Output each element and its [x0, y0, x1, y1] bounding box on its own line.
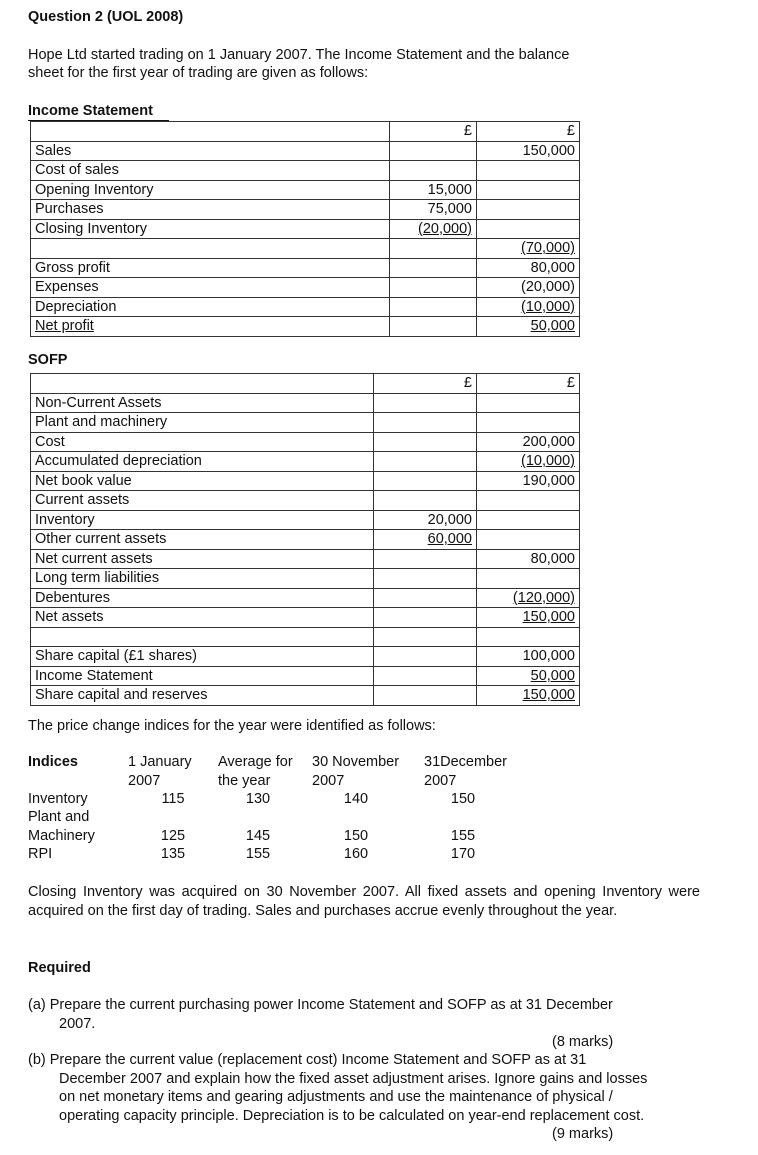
indices-col-4-header-line-1: 31December	[424, 754, 508, 770]
amount-col-1	[374, 627, 477, 647]
indices-col-4-header	[424, 753, 534, 790]
row-label	[31, 122, 390, 142]
amount-text: (20,000)	[417, 220, 472, 237]
row-label-text: Share capital and reserves	[35, 687, 208, 704]
amount-col-1	[390, 317, 477, 337]
amount-col-2	[477, 627, 580, 647]
table-row	[31, 432, 580, 452]
row-label-text: Other current assets	[35, 531, 167, 548]
amount-col-2	[477, 569, 580, 589]
row-label	[31, 530, 374, 550]
row-label-text: Accumulated depreciation	[35, 453, 202, 470]
part-b-line-1: (b) Prepare the current value (replacement cost) Income Statement and SOFP as at 31	[28, 1052, 587, 1068]
table-row	[31, 239, 580, 259]
intro-line-2: sheet for the first year of trading are given as follows:	[28, 65, 369, 81]
amount-col-1	[374, 374, 477, 394]
row-label-text: Gross profit	[35, 259, 110, 276]
row-label	[31, 686, 374, 706]
amount-col-2	[477, 374, 580, 394]
amount-text: £	[566, 123, 575, 140]
table-row	[31, 297, 580, 317]
amount-text: 15,000	[427, 181, 472, 198]
indices-header-label: Indices	[28, 754, 78, 770]
part-b	[28, 1051, 703, 1125]
amount-col-1	[390, 297, 477, 317]
table-row	[31, 647, 580, 667]
part-b-line-4: operating capacity principle. Depreciation is to be calculated on year-end replacement cost.	[59, 1107, 645, 1124]
indices-col-2-header-line-2: the year	[218, 772, 271, 789]
indices-cell: 135	[160, 846, 186, 862]
amount-col-1	[374, 647, 477, 667]
amount-text: (70,000)	[520, 240, 575, 257]
part-a-line-1: (a) Prepare the current purchasing power Income Statement and SOFP as at 31 December	[28, 997, 613, 1013]
indices-col-3-header-line-1: 30 November	[312, 754, 400, 770]
amount-text: £	[566, 375, 575, 392]
row-label	[31, 374, 374, 394]
part-a-marks: (8 marks)	[552, 1034, 614, 1050]
table-row	[31, 608, 580, 628]
row-label-text: Inventory	[35, 511, 95, 528]
table-row	[31, 219, 580, 239]
amount-text: 100,000	[522, 648, 575, 665]
amount-col-2	[477, 180, 580, 200]
row-label	[31, 200, 390, 220]
row-label	[31, 471, 374, 491]
amount-text: 150,000	[522, 609, 575, 626]
indices-col-1-header-line-1: 1 January	[128, 754, 192, 770]
amount-col-1	[390, 180, 477, 200]
row-label-text: Net book value	[35, 472, 132, 489]
row-label	[31, 432, 374, 452]
amount-col-1	[390, 122, 477, 142]
indices-cell: 150	[450, 791, 476, 807]
indices-row-label-plant-line-2: Machinery	[28, 827, 95, 844]
row-label	[31, 452, 374, 472]
table-row	[31, 588, 580, 608]
amount-col-1	[390, 258, 477, 278]
indices-row-label-plant	[28, 808, 95, 845]
table-row	[31, 161, 580, 181]
indices-intro: The price change indices for the year were identified as follows:	[28, 718, 436, 734]
amount-text: 150,000	[522, 687, 575, 704]
amount-col-1	[374, 569, 477, 589]
row-label-text: Long term liabilities	[35, 570, 160, 587]
row-label	[31, 180, 390, 200]
indices-row-label-plant-line-1: Plant and	[28, 809, 90, 825]
amount-col-2	[477, 491, 580, 511]
income-statement-heading: Income Statement	[28, 103, 169, 121]
indices-col-2-header	[218, 753, 318, 790]
table-row	[31, 180, 580, 200]
part-a-line-2: 2007.	[59, 1015, 96, 1032]
amount-col-2	[477, 239, 580, 259]
amount-col-1	[374, 686, 477, 706]
amount-col-1	[374, 530, 477, 550]
indices-cell: 160	[343, 846, 369, 862]
amount-text: 75,000	[427, 201, 472, 218]
amount-col-2	[477, 413, 580, 433]
amount-text: 190,000	[522, 472, 575, 489]
amount-col-1	[374, 432, 477, 452]
table-row	[31, 200, 580, 220]
table-row	[31, 393, 580, 413]
row-label	[31, 666, 374, 686]
indices-col-3-header-line-2: 2007	[312, 772, 345, 789]
part-b-line-2: December 2007 and explain how the fixed asset adjustment arises. Ignore gains and losses	[59, 1070, 648, 1087]
indices-col-1-header-line-2: 2007	[128, 772, 161, 789]
row-label-text: Cost of sales	[35, 162, 119, 179]
row-label	[31, 297, 390, 317]
amount-text: £	[463, 123, 472, 140]
table-row	[31, 317, 580, 337]
closing-note: Closing Inventory was acquired on 30 November 2007. All fixed assets and opening Inventory were acquired on the first day of trading. Sales and purchases accrue evenly throughout the year.	[28, 884, 700, 919]
row-label	[31, 317, 390, 337]
indices-cell: 150	[343, 828, 369, 844]
table-row	[31, 122, 580, 142]
amount-col-2	[477, 317, 580, 337]
amount-col-2	[477, 219, 580, 239]
amount-col-1	[390, 141, 477, 161]
amount-col-1	[374, 608, 477, 628]
amount-col-1	[374, 452, 477, 472]
amount-col-2	[477, 686, 580, 706]
row-label	[31, 491, 374, 511]
indices-cell: 155	[450, 828, 476, 844]
table-row	[31, 549, 580, 569]
table-row	[31, 374, 580, 394]
sofp-table	[30, 373, 580, 706]
table-row	[31, 491, 580, 511]
row-label-text: Sales	[35, 142, 72, 159]
row-label-text: Income Statement	[35, 667, 153, 684]
row-label-text: Share capital (£1 shares)	[35, 648, 197, 665]
amount-col-2	[477, 122, 580, 142]
row-label	[31, 393, 374, 413]
row-label-text: Opening Inventory	[35, 181, 154, 198]
indices-cell: 115	[161, 791, 185, 807]
intro-line-1: Hope Ltd started trading on 1 January 2007. The Income Statement and the balance	[28, 47, 570, 63]
indices-row-label-rpi: RPI	[28, 846, 53, 862]
amount-col-2	[477, 200, 580, 220]
indices-cell: 145	[245, 828, 271, 844]
row-label-text: Closing Inventory	[35, 220, 148, 237]
indices-col-1-header	[128, 753, 218, 790]
amount-text: (120,000)	[512, 589, 575, 606]
row-label	[31, 161, 390, 181]
indices-cell: 155	[245, 846, 271, 862]
row-label-text: Cost	[35, 433, 65, 450]
table-row	[31, 452, 580, 472]
amount-text: £	[463, 375, 472, 392]
amount-col-2	[477, 452, 580, 472]
row-label	[31, 141, 390, 161]
amount-text: 80,000	[530, 550, 575, 567]
amount-col-2	[477, 549, 580, 569]
row-label-text: Depreciation	[35, 298, 117, 315]
amount-col-2	[477, 393, 580, 413]
amount-col-2	[477, 258, 580, 278]
row-label	[31, 588, 374, 608]
amount-col-2	[477, 141, 580, 161]
row-label	[31, 258, 390, 278]
row-label	[31, 549, 374, 569]
part-b-marks: (9 marks)	[552, 1126, 614, 1142]
indices-row-label-inventory: Inventory	[28, 791, 88, 807]
row-label-text: Debentures	[35, 589, 110, 606]
row-label-text: Current assets	[35, 492, 130, 509]
part-b-line-3: on net monetary items and gearing adjustments and use the maintenance of physical /	[59, 1089, 613, 1105]
table-row	[31, 530, 580, 550]
amount-col-2	[477, 666, 580, 686]
row-label-text: Non-Current Assets	[35, 394, 162, 411]
amount-col-1	[390, 278, 477, 298]
question-title: Question 2 (UOL 2008)	[28, 9, 184, 25]
amount-col-1	[374, 491, 477, 511]
amount-text: 60,000	[427, 531, 472, 548]
amount-text: 50,000	[530, 318, 575, 335]
amount-col-2	[477, 647, 580, 667]
amount-col-1	[390, 200, 477, 220]
indices-cell: 170	[450, 846, 476, 862]
table-row	[31, 666, 580, 686]
required-heading: Required	[28, 960, 91, 976]
amount-text: 150,000	[522, 142, 575, 159]
amount-text: 80,000	[530, 259, 575, 276]
amount-col-1	[374, 393, 477, 413]
table-row	[31, 278, 580, 298]
amount-col-2	[477, 588, 580, 608]
table-row	[31, 258, 580, 278]
row-label	[31, 239, 390, 259]
amount-col-1	[374, 471, 477, 491]
part-a	[28, 996, 700, 1033]
amount-text: (10,000)	[520, 453, 575, 470]
row-label-text: Net profit	[35, 318, 94, 335]
sofp-heading: SOFP	[28, 352, 68, 368]
row-label-text: Purchases	[35, 201, 104, 218]
table-row	[31, 413, 580, 433]
amount-text: 200,000	[522, 433, 575, 450]
amount-col-2	[477, 161, 580, 181]
row-label	[31, 413, 374, 433]
table-row	[31, 686, 580, 706]
row-label-text: Net assets	[35, 609, 104, 626]
indices-cell: 125	[160, 828, 186, 844]
amount-text: (20,000)	[520, 279, 575, 296]
amount-col-2	[477, 608, 580, 628]
amount-col-1	[390, 239, 477, 259]
row-label	[31, 278, 390, 298]
table-row	[31, 141, 580, 161]
amount-col-2	[477, 278, 580, 298]
intro-paragraph	[28, 46, 728, 82]
indices-col-3-header	[312, 753, 424, 790]
indices-cell: 140	[343, 791, 369, 807]
table-row	[31, 471, 580, 491]
table-row	[31, 510, 580, 530]
amount-col-1	[374, 413, 477, 433]
row-label-text: Net current assets	[35, 550, 153, 567]
indices-col-4-header-line-2: 2007	[424, 772, 457, 789]
amount-text: (10,000)	[520, 298, 575, 315]
amount-col-1	[390, 219, 477, 239]
table-row	[31, 569, 580, 589]
row-label-text: Expenses	[35, 279, 99, 296]
row-label-text: Plant and machinery	[35, 414, 168, 431]
row-label	[31, 608, 374, 628]
amount-col-1	[374, 588, 477, 608]
row-label	[31, 647, 374, 667]
row-label	[31, 627, 374, 647]
indices-cell: 130	[245, 791, 271, 807]
amount-col-2	[477, 471, 580, 491]
row-label	[31, 569, 374, 589]
amount-text: 20,000	[427, 511, 472, 528]
row-label	[31, 510, 374, 530]
amount-col-2	[477, 297, 580, 317]
income-statement-table	[30, 121, 580, 337]
table-row	[31, 627, 580, 647]
amount-col-2	[477, 510, 580, 530]
amount-col-1	[374, 549, 477, 569]
row-label	[31, 219, 390, 239]
amount-col-2	[477, 432, 580, 452]
indices-col-2-header-line-1: Average for	[218, 754, 293, 770]
amount-col-1	[374, 510, 477, 530]
amount-col-1	[390, 161, 477, 181]
amount-col-2	[477, 530, 580, 550]
amount-text: 50,000	[530, 667, 575, 684]
amount-col-1	[374, 666, 477, 686]
